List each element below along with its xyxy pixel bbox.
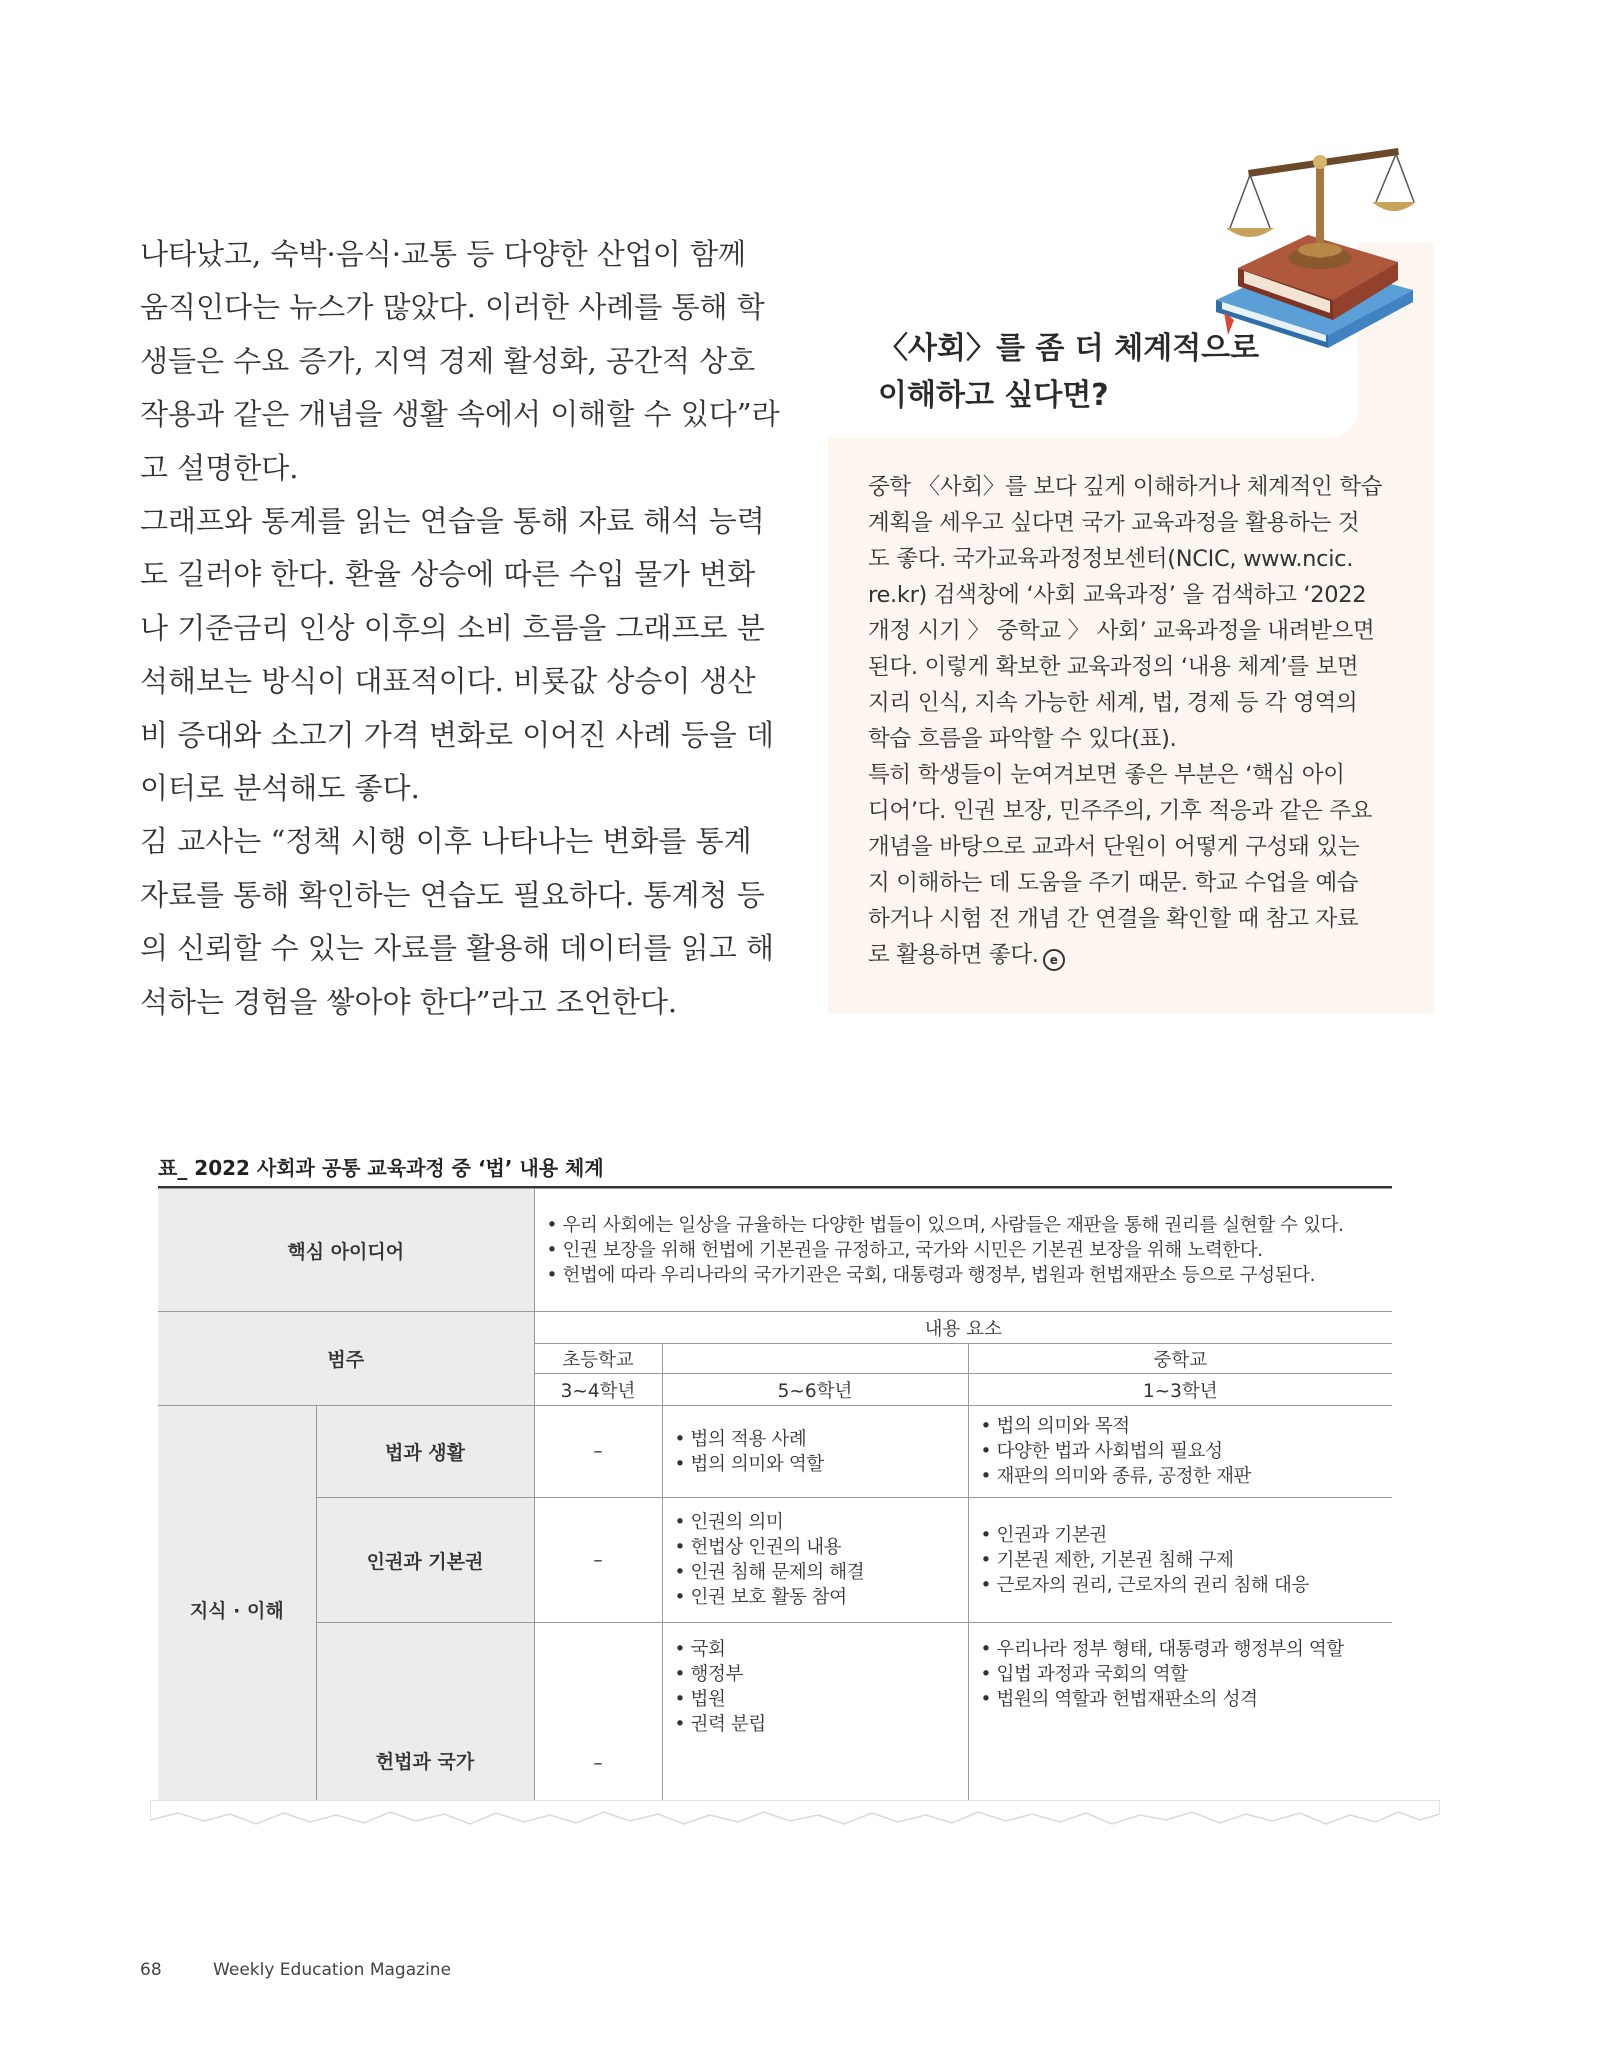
- magazine-name: Weekly Education Magazine: [213, 1960, 452, 1980]
- core-idea-list: [547, 1213, 1381, 1288]
- sidebar-line: 디어’다. 인권 보장, 민주주의, 기후 적응과 같은 주요: [868, 798, 1373, 824]
- list-item: • 인권 보호 활동 참여: [675, 1585, 956, 1610]
- grade-34-header: 3~4학년: [534, 1374, 662, 1406]
- sidebar-line: 개정 시기 〉 중학교 〉 사회’ 교육과정을 내려받으면: [868, 618, 1375, 644]
- body-line: 석해보는 방식이 대표적이다. 비룟값 상승이 생산: [140, 664, 756, 699]
- sidebar-line: 개념을 바탕으로 교과서 단원이 어떻게 구성돼 있는: [868, 834, 1360, 860]
- body-line: 자료를 통해 확인하는 연습도 필요하다. 통계청 등: [140, 877, 765, 912]
- body-line: 그래프와 통계를 읽는 연습을 통해 자료 해석 능력: [140, 504, 765, 539]
- body-line: 이터로 분석해도 좋다.: [140, 771, 420, 806]
- body-line: 작용과 같은 개념을 생활 속에서 이해할 수 있다”라: [140, 397, 780, 432]
- list-item: • 법의 의미와 역할: [675, 1452, 956, 1477]
- list-item: • 우리 사회에는 일상을 규율하는 다양한 법들이 있으며, 사람들은 재판을 통해 권리를 실현할 수 있다.: [547, 1213, 1381, 1238]
- core-idea-label: 핵심 아이디어: [158, 1189, 534, 1312]
- list-item: • 법원의 역할과 헌법재판소의 성격: [981, 1687, 1381, 1712]
- grade-13-list: [981, 1414, 1381, 1489]
- grade-56-list: [675, 1427, 956, 1477]
- sidebar-line: 도 좋다. 국가교육과정정보센터(NCIC, www.ncic.: [868, 546, 1354, 572]
- grade-13-cell: [968, 1406, 1392, 1498]
- core-idea-cell: [534, 1189, 1392, 1312]
- body-line: 석하는 경험을 쌓아야 한다”라고 조언한다.: [140, 984, 678, 1019]
- sidebar-line: 중학 〈사회〉를 보다 깊게 이해하거나 체계적인 학습: [868, 474, 1383, 500]
- grade-56-cell: [662, 1623, 968, 1813]
- body-line: 생들은 수요 증가, 지역 경제 활성화, 공간적 상호: [140, 343, 756, 378]
- table-row: [158, 1312, 1392, 1344]
- grade-56-header: 5~6학년: [662, 1374, 968, 1406]
- sidebar-last-text: 로 활용하면 좋다.: [868, 942, 1039, 968]
- list-item: • 법원: [675, 1687, 956, 1712]
- sidebar-line: 하거나 시험 전 개념 간 연결을 확인할 때 참고 자료: [868, 906, 1359, 932]
- sidebar-line: 계획을 세우고 싶다면 국가 교육과정을 활용하는 것: [868, 510, 1360, 536]
- sidebar-line: 지리 인식, 지속 가능한 세계, 법, 경제 등 각 영역의: [868, 690, 1358, 716]
- grade-34-cell: –: [534, 1406, 662, 1498]
- row-label: 인권과 기본권: [316, 1498, 534, 1623]
- page-footer: [140, 1960, 451, 1980]
- table-caption: 표_ 2022 사회과 공통 교육과정 중 ‘법’ 내용 체계: [158, 1156, 604, 1180]
- list-item: • 우리나라 정부 형태, 대통령과 행정부의 역할: [981, 1637, 1381, 1662]
- body-line: 도 길러야 한다. 환율 상승에 따른 수입 물가 변화: [140, 557, 756, 592]
- sidebar-title-line: 이해하고 싶다면?: [878, 378, 1109, 413]
- sidebar-line: 지 이해하는 데 도움을 주기 때문. 학교 수업을 예습: [868, 870, 1359, 896]
- body-line: 나타났고, 숙박·음식·교통 등 다양한 산업이 함께: [140, 237, 747, 271]
- body-line: 나 기준금리 인상 이후의 소비 흐름을 그래프로 분: [140, 610, 765, 645]
- list-item: • 헌법에 따라 우리나라의 국가기관은 국회, 대통령과 행정부, 법원과 헌법재판소 등으로 구성된다.: [547, 1263, 1381, 1288]
- row-label: 법과 생활: [316, 1406, 534, 1498]
- list-item: • 근로자의 권리, 근로자의 권리 침해 대응: [981, 1573, 1381, 1598]
- grade-34-cell: –: [534, 1623, 662, 1813]
- list-item: • 인권의 의미: [675, 1510, 956, 1535]
- sidebar-line: 된다. 이렇게 확보한 교육과정의 ‘내용 체계’를 보면: [868, 654, 1359, 680]
- content-system-table: [158, 1188, 1392, 1813]
- body-line: 김 교사는 “정책 시행 이후 나타나는 변화를 통계: [140, 824, 752, 859]
- sidebar-line-last: [868, 937, 1428, 973]
- category-label: 범주: [158, 1312, 534, 1406]
- sidebar-line: 특히 학생들이 눈여겨보면 좋은 부분은 ‘핵심 아이: [868, 762, 1345, 788]
- table-row: [158, 1623, 1392, 1813]
- list-item: • 법의 의미와 목적: [981, 1414, 1381, 1439]
- list-item: • 법의 적용 사례: [675, 1427, 956, 1452]
- domain-label: 지식 · 이해: [158, 1406, 316, 1813]
- elementary-header: 초등학교: [534, 1344, 662, 1374]
- list-item: • 국회: [675, 1637, 956, 1662]
- grade-13-cell: [968, 1623, 1392, 1813]
- middle-header: 중학교: [968, 1344, 1392, 1374]
- torn-edge: [150, 1800, 1440, 1830]
- grade-13-list: [981, 1523, 1381, 1598]
- grade-13-cell: [968, 1498, 1392, 1623]
- body-line: 고 설명한다.: [140, 450, 299, 485]
- table-row: [158, 1189, 1392, 1312]
- list-item: • 다양한 법과 사회법의 필요성: [981, 1439, 1381, 1464]
- list-item: • 인권과 기본권: [981, 1523, 1381, 1548]
- body-line: 비 증대와 소고기 가격 변화로 이어진 사례 등을 데: [140, 717, 775, 752]
- sidebar-line: 학습 흐름을 파악할 수 있다(표).: [868, 726, 1177, 752]
- end-mark-icon: e: [1043, 949, 1065, 971]
- list-item: • 인권 침해 문제의 해결: [675, 1560, 956, 1585]
- list-item: • 기본권 제한, 기본권 침해 구제: [981, 1548, 1381, 1573]
- grade-34-cell: –: [534, 1498, 662, 1623]
- grade-56-list: [675, 1510, 956, 1610]
- list-item: • 입법 과정과 국회의 역할: [981, 1662, 1381, 1687]
- article-body: [140, 228, 780, 1029]
- body-line: 움직인다는 뉴스가 많았다. 이러한 사례를 통해 학: [140, 290, 765, 325]
- list-item: • 재판의 의미와 종류, 공정한 재판: [981, 1464, 1381, 1489]
- scales-on-books-icon: [1208, 130, 1418, 360]
- list-item: • 권력 분립: [675, 1712, 956, 1737]
- page-number: 68: [140, 1960, 162, 1980]
- blank-header: [662, 1344, 968, 1374]
- table-row: [158, 1406, 1392, 1498]
- row-label: 헌법과 국가: [316, 1623, 534, 1813]
- sidebar-title-line: 〈사회〉를 좀 더 체계적으로: [878, 331, 1260, 366]
- sidebar-line: re.kr) 검색창에 ‘사회 교육과정’ 을 검색하고 ‘2022: [868, 582, 1367, 608]
- body-line: 의 신뢰할 수 있는 자료를 활용해 데이터를 읽고 해: [140, 931, 775, 966]
- grade-13-header: 1~3학년: [968, 1374, 1392, 1406]
- grade-56-cell: [662, 1498, 968, 1623]
- content-elements-header: 내용 요소: [534, 1312, 1392, 1344]
- table-row: [158, 1498, 1392, 1623]
- list-item: • 헌법상 인권의 내용: [675, 1535, 956, 1560]
- grade-56-list: [675, 1637, 956, 1737]
- grade-13-list: [981, 1637, 1381, 1712]
- list-item: • 행정부: [675, 1662, 956, 1687]
- list-item: • 인권 보장을 위해 헌법에 기본권을 규정하고, 국가와 시민은 기본권 보장을 위해 노력한다.: [547, 1238, 1381, 1263]
- grade-56-cell: [662, 1406, 968, 1498]
- sidebar-text: [868, 469, 1428, 973]
